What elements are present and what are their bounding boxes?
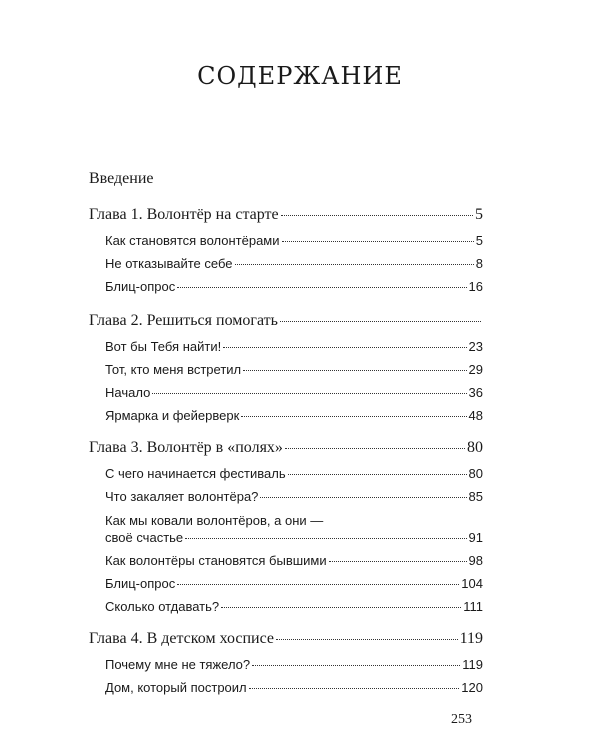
toc-item[interactable]	[105, 599, 483, 621]
chapter-title: Глава 1. Волонтёр на старте	[89, 206, 279, 223]
toc-item[interactable]	[105, 233, 483, 255]
chapter-page: 5	[475, 206, 483, 223]
item-page: 5	[475, 233, 483, 248]
item-page: 36	[468, 385, 483, 400]
dot-leader	[276, 639, 458, 640]
toc-item[interactable]	[105, 576, 483, 598]
toc-item[interactable]	[105, 657, 483, 679]
item-title: Начало	[105, 385, 151, 400]
chapter-title: Глава 4. В детском хосписе	[89, 630, 274, 647]
dot-leader	[288, 474, 467, 475]
item-title: Почему мне не тяжело?	[105, 657, 251, 672]
item-title: Блиц-опрос	[105, 279, 176, 294]
dot-leader	[281, 215, 473, 216]
dot-leader	[177, 287, 466, 288]
item-page: 111	[463, 599, 483, 614]
toc-item[interactable]	[105, 339, 483, 361]
dot-leader	[185, 538, 466, 539]
item-page: 104	[461, 576, 483, 591]
item-title: Что закаляет волонтёра?	[105, 489, 259, 504]
chapter-title: Глава 3. Волонтёр в «полях»	[89, 439, 283, 456]
toc-chapter-1[interactable]	[89, 206, 483, 228]
dot-leader	[152, 393, 466, 394]
item-page: 16	[468, 279, 483, 294]
item-page: 29	[468, 362, 483, 377]
dot-leader	[235, 264, 474, 265]
dot-leader	[282, 241, 474, 242]
toc-item[interactable]	[105, 466, 483, 488]
item-title-line1[interactable]: Как мы ковали волонтёров, а они —	[105, 513, 324, 528]
item-title: Как становятся волонтёрами	[105, 233, 280, 248]
chapter-page: 80	[467, 439, 483, 456]
dot-leader	[249, 688, 460, 689]
dot-leader	[223, 347, 466, 348]
item-page: 119	[462, 657, 483, 672]
dot-leader	[260, 497, 466, 498]
item-page: 91	[468, 530, 483, 545]
page-number: 253	[451, 712, 472, 727]
item-title: Тот, кто меня встретил	[105, 362, 242, 377]
toc-item[interactable]	[105, 680, 483, 702]
chapter-title: Глава 2. Решиться помогать	[89, 312, 278, 329]
toc-chapter-2[interactable]	[89, 312, 483, 334]
chapter-page: 119	[459, 630, 483, 647]
dot-leader	[243, 370, 466, 371]
page-title: СОДЕРЖАНИЕ	[197, 62, 403, 90]
toc-item[interactable]	[105, 530, 483, 552]
toc-introduction: Введение	[89, 170, 154, 187]
item-title: Ярмарка и фейерверк	[105, 408, 240, 423]
item-page: 98	[468, 553, 483, 568]
toc-item[interactable]	[105, 553, 483, 575]
item-title: Блиц-опрос	[105, 576, 176, 591]
item-page: 80	[468, 466, 483, 481]
toc-item[interactable]	[105, 279, 483, 301]
item-title: Как волонтёры становятся бывшими	[105, 553, 327, 568]
item-page: 85	[468, 489, 483, 504]
item-title: С чего начинается фестиваль	[105, 466, 286, 481]
toc-item[interactable]	[105, 385, 483, 407]
item-page: 120	[461, 680, 483, 695]
toc-item[interactable]	[105, 256, 483, 278]
toc-chapter-4[interactable]	[89, 630, 483, 652]
dot-leader	[221, 607, 461, 608]
toc-item[interactable]	[105, 408, 483, 430]
dot-leader	[280, 321, 481, 322]
toc-item[interactable]	[105, 362, 483, 384]
item-title: Дом, который построил	[105, 680, 247, 695]
item-page: 23	[468, 339, 483, 354]
dot-leader	[177, 584, 459, 585]
item-title: Не отказывайте себе	[105, 256, 233, 271]
dot-leader	[329, 561, 467, 562]
item-title: Сколько отдавать?	[105, 599, 220, 614]
dot-leader	[285, 448, 465, 449]
item-title: Вот бы Тебя найти!	[105, 339, 222, 354]
dot-leader	[241, 416, 466, 417]
item-page: 48	[468, 408, 483, 423]
toc-item[interactable]	[105, 489, 483, 511]
toc-chapter-3[interactable]	[89, 439, 483, 461]
item-page: 8	[475, 256, 483, 271]
dot-leader	[252, 665, 460, 666]
item-title: своё счастье	[105, 530, 184, 545]
